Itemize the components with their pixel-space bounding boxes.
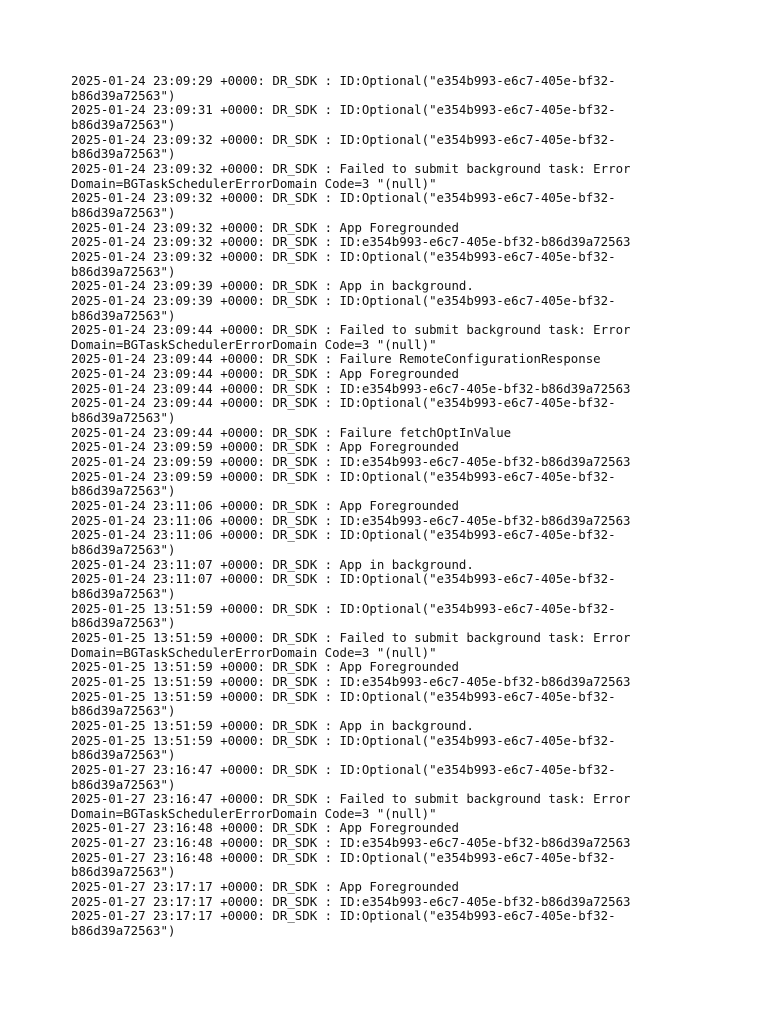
log-line: Domain=BGTaskSchedulerErrorDomain Code=3 "(null)" bbox=[71, 175, 437, 191]
log-line: 2025-01-25 13:51:59 +0000: DR_SDK : Failed to submit background task: Error bbox=[71, 629, 631, 645]
log-line: b86d39a72563") bbox=[71, 615, 176, 631]
log-line: 2025-01-24 23:11:07 +0000: DR_SDK : ID:Optional("e354b993-e6c7-405e-bf32- bbox=[71, 571, 616, 587]
log-line: 2025-01-24 23:09:39 +0000: DR_SDK : ID:Optional("e354b993-e6c7-405e-bf32- bbox=[71, 292, 616, 308]
log-line: 2025-01-24 23:09:59 +0000: DR_SDK : App Foregrounded bbox=[71, 439, 459, 455]
log-line: 2025-01-24 23:11:06 +0000: DR_SDK : ID:Optional("e354b993-e6c7-405e-bf32- bbox=[71, 527, 616, 543]
log-line: b86d39a72563") bbox=[71, 87, 176, 103]
log-line: 2025-01-27 23:17:17 +0000: DR_SDK : ID:e354b993-e6c7-405e-bf32-b86d39a72563 bbox=[71, 893, 631, 909]
log-line: 2025-01-24 23:09:32 +0000: DR_SDK : ID:Optional("e354b993-e6c7-405e-bf32- bbox=[71, 190, 616, 206]
log-line: Domain=BGTaskSchedulerErrorDomain Code=3 "(null)" bbox=[71, 336, 437, 352]
log-line: 2025-01-24 23:09:31 +0000: DR_SDK : ID:Optional("e354b993-e6c7-405e-bf32- bbox=[71, 102, 616, 118]
log-line: 2025-01-25 13:51:59 +0000: DR_SDK : ID:Optional("e354b993-e6c7-405e-bf32- bbox=[71, 688, 616, 704]
log-line: 2025-01-24 23:11:07 +0000: DR_SDK : App in background. bbox=[71, 556, 474, 572]
log-line: 2025-01-25 13:51:59 +0000: DR_SDK : ID:Optional("e354b993-e6c7-405e-bf32- bbox=[71, 600, 616, 616]
log-line: 2025-01-24 23:09:44 +0000: DR_SDK : Failed to submit background task: Error bbox=[71, 322, 631, 338]
log-line: Domain=BGTaskSchedulerErrorDomain Code=3 "(null)" bbox=[71, 644, 437, 660]
log-line: 2025-01-27 23:17:17 +0000: DR_SDK : ID:Optional("e354b993-e6c7-405e-bf32- bbox=[71, 908, 616, 924]
log-line: b86d39a72563") bbox=[71, 410, 176, 426]
log-line: 2025-01-24 23:09:44 +0000: DR_SDK : App Foregrounded bbox=[71, 366, 459, 382]
log-line: 2025-01-24 23:11:06 +0000: DR_SDK : App Foregrounded bbox=[71, 498, 459, 514]
log-line: 2025-01-24 23:09:32 +0000: DR_SDK : ID:Optional("e354b993-e6c7-405e-bf32- bbox=[71, 131, 616, 147]
log-line: 2025-01-24 23:09:32 +0000: DR_SDK : App Foregrounded bbox=[71, 219, 459, 235]
log-line: b86d39a72563") bbox=[71, 776, 176, 792]
log-line: 2025-01-24 23:09:59 +0000: DR_SDK : ID:e354b993-e6c7-405e-bf32-b86d39a72563 bbox=[71, 454, 631, 470]
log-line: b86d39a72563") bbox=[71, 146, 176, 162]
log-line: 2025-01-25 13:51:59 +0000: DR_SDK : ID:e354b993-e6c7-405e-bf32-b86d39a72563 bbox=[71, 673, 631, 689]
log-line: 2025-01-27 23:16:48 +0000: DR_SDK : App Foregrounded bbox=[71, 820, 459, 836]
log-line: b86d39a72563") bbox=[71, 116, 176, 132]
log-line: b86d39a72563") bbox=[71, 542, 176, 557]
log-line: b86d39a72563") bbox=[71, 864, 176, 880]
log-line: 2025-01-24 23:09:59 +0000: DR_SDK : ID:Optional("e354b993-e6c7-405e-bf32- bbox=[71, 468, 616, 484]
log-line: 2025-01-24 23:09:44 +0000: DR_SDK : ID:e354b993-e6c7-405e-bf32-b86d39a72563 bbox=[71, 380, 631, 396]
log-line: 2025-01-24 23:09:44 +0000: DR_SDK : Failure RemoteConfigurationResponse bbox=[71, 351, 601, 367]
log-line: 2025-01-27 23:16:48 +0000: DR_SDK : ID:Optional("e354b993-e6c7-405e-bf32- bbox=[71, 849, 616, 865]
log-line: b86d39a72563") bbox=[71, 703, 176, 719]
log-line: 2025-01-25 13:51:59 +0000: DR_SDK : App Foregrounded bbox=[71, 659, 459, 675]
log-line: 2025-01-25 13:51:59 +0000: DR_SDK : ID:Optional("e354b993-e6c7-405e-bf32- bbox=[71, 732, 616, 748]
log-line: b86d39a72563") bbox=[71, 263, 176, 279]
log-line: 2025-01-27 23:17:17 +0000: DR_SDK : App Foregrounded bbox=[71, 879, 459, 895]
log-line: b86d39a72563") bbox=[71, 923, 176, 939]
log-line: 2025-01-24 23:09:32 +0000: DR_SDK : Failed to submit background task: Error bbox=[71, 160, 631, 176]
log-line: b86d39a72563") bbox=[71, 585, 176, 601]
log-line: b86d39a72563") bbox=[71, 307, 176, 323]
log-line: Domain=BGTaskSchedulerErrorDomain Code=3 "(null)" bbox=[71, 805, 437, 821]
log-line: 2025-01-24 23:09:32 +0000: DR_SDK : ID:Optional("e354b993-e6c7-405e-bf32- bbox=[71, 248, 616, 264]
log-line: 2025-01-24 23:11:06 +0000: DR_SDK : ID:e354b993-e6c7-405e-bf32-b86d39a72563 bbox=[71, 512, 631, 528]
log-line: 2025-01-24 23:09:32 +0000: DR_SDK : ID:e354b993-e6c7-405e-bf32-b86d39a72563 bbox=[71, 234, 631, 250]
log-line: 2025-01-24 23:09:44 +0000: DR_SDK : ID:Optional("e354b993-e6c7-405e-bf32- bbox=[71, 395, 616, 411]
log-line: 2025-01-24 23:09:29 +0000: DR_SDK : ID:Optional("e354b993-e6c7-405e-bf32- bbox=[71, 73, 616, 88]
log-line: b86d39a72563") bbox=[71, 204, 176, 220]
log-line: 2025-01-27 23:16:48 +0000: DR_SDK : ID:e354b993-e6c7-405e-bf32-b86d39a72563 bbox=[71, 835, 631, 851]
log-line: b86d39a72563") bbox=[71, 483, 176, 499]
log-line: 2025-01-24 23:09:39 +0000: DR_SDK : App in background. bbox=[71, 278, 474, 294]
log-document bbox=[71, 74, 671, 939]
log-line: 2025-01-25 13:51:59 +0000: DR_SDK : App in background. bbox=[71, 717, 474, 733]
log-line: 2025-01-24 23:09:44 +0000: DR_SDK : Failure fetchOptInValue bbox=[71, 424, 512, 440]
log-line: 2025-01-27 23:16:47 +0000: DR_SDK : ID:Optional("e354b993-e6c7-405e-bf32- bbox=[71, 761, 616, 777]
log-line: b86d39a72563") bbox=[71, 747, 176, 763]
log-line: 2025-01-27 23:16:47 +0000: DR_SDK : Failed to submit background task: Error bbox=[71, 791, 631, 807]
